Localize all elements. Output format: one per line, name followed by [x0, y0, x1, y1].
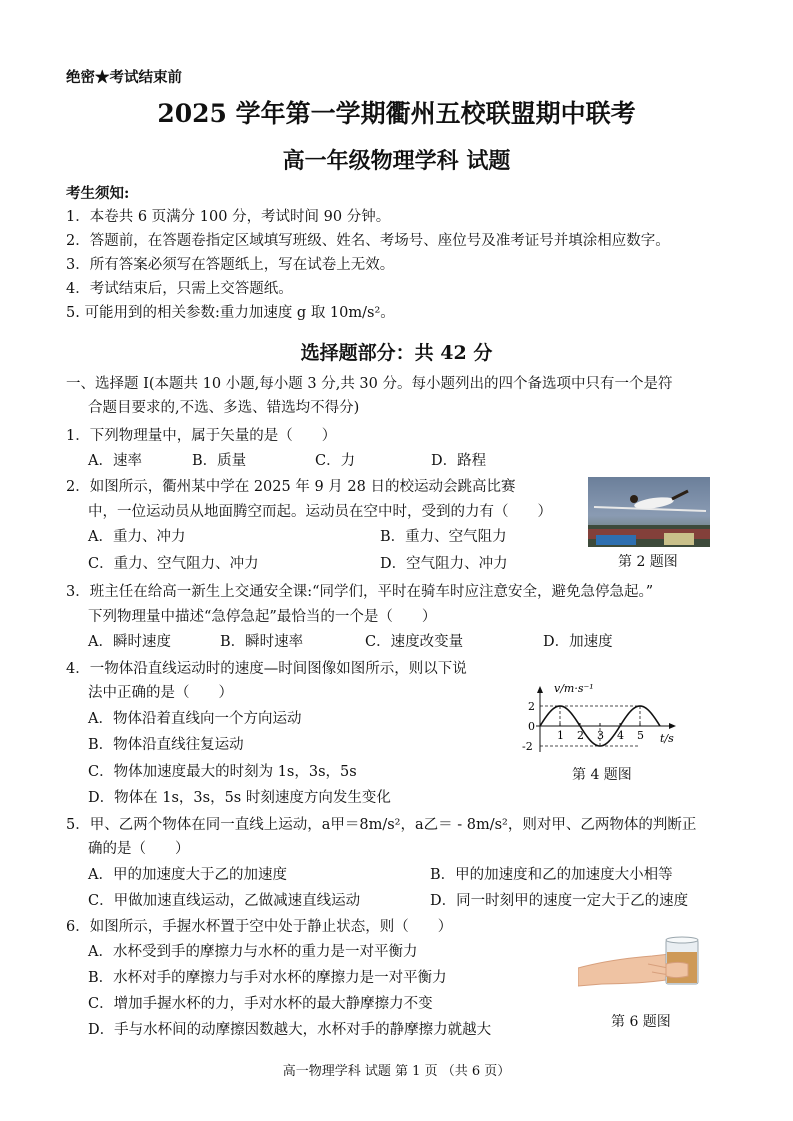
q4-option-d: D．物体在 1s，3s，5s 时刻速度方向发生变化	[88, 790, 391, 806]
y-axis-label: v/m·s⁻¹	[554, 682, 594, 695]
q2-option-a: A．重力、冲力	[88, 529, 186, 545]
exam-title: 2025 学年第一学期衢州五校联盟期中联考	[157, 99, 636, 128]
y-tick-label: 2	[528, 700, 535, 713]
section-intro-cont: 合题目要求的,不选、多选、错选均不得分)	[88, 400, 360, 416]
q4-stem: 4．一物体沿直线运动时的速度—时间图像如图所示，则以下说	[66, 661, 467, 677]
q2-option-c: C．重力、空气阻力、冲力	[88, 556, 259, 572]
q1-option-a: A．速率	[88, 453, 142, 469]
section-title: 选择题部分：共 42 分	[300, 342, 493, 364]
q6-option-b: B．水杯对手的摩擦力与手对水杯的摩擦力是一对平衡力	[88, 970, 447, 986]
q3-option-a: A．瞬时速度	[88, 634, 171, 650]
x-axis-label: t/s	[660, 732, 674, 745]
notice-item: 2．答题前，在答题卷指定区域填写班级、姓名、考场号、座位号及准考证号并填涂相应数字。	[66, 233, 670, 249]
hand-holding-cup-photo	[578, 934, 706, 992]
q2-stem-cont: 中，一位运动员从地面腾空而起。运动员在空中时，受到的力有（ ）	[88, 504, 552, 520]
x-tick-label: 5	[637, 729, 644, 742]
x-tick-label: 3	[597, 729, 604, 742]
notice-item: 5. 可能用到的相关参数:重力加速度 g 取 10m/s²。	[66, 305, 395, 321]
q2-figure-caption: 第 2 题图	[618, 554, 678, 570]
confidential-mark: 绝密★考试结束前	[66, 69, 182, 86]
q3-stem-cont: 下列物理量中描述“急停急起”最恰当的一个是（ ）	[88, 609, 437, 625]
notice-heading: 考生须知:	[66, 185, 130, 202]
q2-option-d: D．空气阻力、冲力	[380, 556, 508, 572]
velocity-time-graph	[520, 680, 685, 760]
notice-item: 1．本卷共 6 页满分 100 分，考试时间 90 分钟。	[66, 209, 391, 225]
x-tick-label: 2	[577, 729, 584, 742]
q1-stem: 1．下列物理量中，属于矢量的是（ ）	[66, 428, 337, 444]
q5-option-a: A．甲的加速度大于乙的加速度	[88, 867, 287, 883]
q5-option-c: C．甲做加速直线运动，乙做减速直线运动	[88, 893, 361, 909]
q6-figure-caption: 第 6 题图	[611, 1014, 671, 1030]
q3-option-d: D．加速度	[543, 634, 613, 650]
q3-option-c: C．速度改变量	[365, 634, 464, 650]
page-footer: 高一物理学科 试题 第 1 页 （共 6 页）	[282, 1064, 511, 1079]
q6-stem: 6．如图所示，手握水杯置于空中处于静止状态，则（ ）	[66, 919, 453, 935]
q1-option-c: C．力	[315, 453, 356, 469]
q2-option-b: B．重力、空气阻力	[380, 529, 507, 545]
q4-option-b: B．物体沿直线往复运动	[88, 737, 244, 753]
y-tick-label: -2	[522, 740, 533, 753]
y-tick-label: 0	[528, 720, 535, 733]
section-intro: 一、选择题 I(本题共 10 小题,每小题 3 分,共 30 分。每小题列出的四个备选项中只有一个是符	[66, 376, 673, 392]
q4-stem-cont: 法中正确的是（ ）	[88, 685, 233, 701]
q4-option-c: C．物体加速度最大的时刻为 1s，3s，5s	[88, 764, 357, 780]
notice-item: 3．所有答案必须写在答题纸上，写在试卷上无效。	[66, 257, 395, 273]
q1-option-d: D．路程	[431, 453, 487, 469]
q5-option-b: B．甲的加速度和乙的加速度大小相等	[430, 867, 673, 883]
q1-option-b: B．质量	[192, 453, 247, 469]
q5-stem: 5．甲、乙两个物体在同一直线上运动，a甲＝8m/s²，a乙＝ - 8m/s²，则对甲、乙两物体的判断正	[66, 817, 697, 833]
q4-option-a: A．物体沿着直线向一个方向运动	[88, 711, 302, 727]
q6-option-a: A．水杯受到手的摩擦力与水杯的重力是一对平衡力	[88, 944, 418, 960]
x-axis-arrow	[669, 723, 676, 729]
y-axis-arrow	[537, 686, 543, 693]
exam-subtitle: 高一年级物理学科 试题	[282, 148, 511, 174]
high-jump-photo	[588, 477, 710, 547]
q2-stem: 2．如图所示，衢州某中学在 2025 年 9 月 28 日的校运动会跳高比赛	[66, 479, 516, 495]
q3-option-b: B．瞬时速率	[220, 634, 304, 650]
q5-stem-cont: 确的是（ ）	[88, 841, 190, 857]
q4-figure-caption: 第 4 题图	[572, 767, 632, 783]
q3-stem: 3．班主任在给高一新生上交通安全课:“同学们，平时在骑车时应注意安全，避免急停急起。”	[66, 584, 654, 600]
q5-option-d: D．同一时刻甲的速度一定大于乙的速度	[430, 893, 689, 909]
x-tick-label: 4	[617, 729, 624, 742]
q6-option-d: D．手与水杯间的动摩擦因数越大，水杯对手的静摩擦力就越大	[88, 1022, 492, 1038]
notice-item: 4．考试结束后，只需上交答题纸。	[66, 281, 293, 297]
x-tick-label: 1	[557, 729, 564, 742]
q6-option-c: C．增加手握水杯的力，手对水杯的最大静摩擦力不变	[88, 996, 433, 1012]
